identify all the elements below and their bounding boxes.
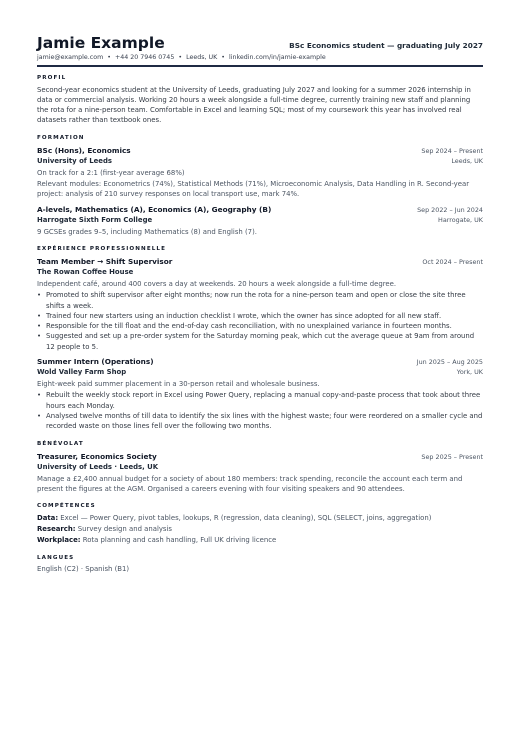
experience-bullet: • Analysed twelve months of till data to identify the six lines with the highest waste; four were reordered on a smaller cycle and recorded waste on those lines fell over the following two months.: [37, 411, 483, 432]
experience-role: Team Member → Shift Supervisor: [37, 256, 173, 266]
contact-separator: •: [178, 54, 183, 61]
contact-email[interactable]: jamie@example.com: [37, 54, 104, 61]
contact-separator: •: [107, 54, 111, 61]
section-title-languages: LANGUES: [37, 555, 75, 562]
volunteer-entry: [37, 451, 483, 495]
skill-line: [37, 513, 483, 524]
experience-role: Summer Intern (Operations): [37, 357, 154, 367]
section-title-skills: COMPÉTENCES: [37, 503, 96, 510]
education-location: Leeds, UK: [451, 156, 483, 165]
profile-summary: Second-year economics student at the University of Leeds, graduating July 2027 and looking for a summer 2026 internship in data or commercial analysis. Working 20 hours a week alongside a full-time degree, currently training new staff and planning the rota for a nine-person team. Comfortable in Excel and learning SQL; most of my coursework this year has involved real datasets rather than textbook ones.: [37, 85, 471, 125]
candidate-headline: BSc Economics student — graduating July 2027: [289, 41, 483, 50]
skill-value: Rota planning and cash handling, Full UK driving licence: [82, 536, 277, 545]
experience-summary: Eight-week paid summer placement in a 30-person retail and wholesale business.: [37, 380, 320, 389]
experience-date: Oct 2024 – Present: [422, 257, 483, 266]
skill-label: Workplace:: [37, 536, 81, 545]
education-detail: 9 GCSEs grades 9–5, including Mathematics (8) and English (7).: [37, 227, 257, 236]
education-degree: BSc (Hons), Economics: [37, 145, 131, 155]
volunteer-date: Sep 2025 – Present: [421, 452, 483, 461]
volunteer-summary: Manage a £2,400 annual budget for a society of about 180 members: track spending, reconcile the account each term and present the figures at the AGM. Organised a careers evening with four visiting speakers and 90 attendees.: [37, 474, 463, 493]
experience-bullet: • Trained four new starters using an induction checklist I wrote, which the owner has since adopted for all new staff.: [37, 311, 483, 321]
section-title-volunteer: BÉNÉVOLAT: [37, 440, 84, 447]
skill-label: Data:: [37, 514, 59, 523]
header-divider: [37, 65, 483, 67]
skill-line: [37, 524, 483, 535]
section-title-profile: PROFIL: [37, 74, 67, 81]
education-detail: Relevant modules: Econometrics (74%), Statistical Methods (71%), Microeconomic Analysis, Data Handling in R. Second-year project: analysis of 210 survey responses on local transport use, mark 74%.: [37, 180, 470, 199]
volunteer-organisation: University of Leeds · Leeds, UK: [37, 462, 159, 471]
candidate-name: Jamie Example: [37, 34, 165, 52]
skill-value: Survey design and analysis: [77, 525, 173, 534]
skill-line: [37, 535, 483, 546]
experience-bullet: • Promoted to shift supervisor after eight months; now run the rota for a nine-person team and open or close the site three shifts a week.: [37, 290, 483, 311]
experience-company: The Rowan Coffee House: [37, 267, 134, 276]
experience-location: York, UK: [456, 368, 483, 377]
skill-label: Research:: [37, 525, 76, 534]
experience-company: Wold Valley Farm Shop: [37, 368, 127, 377]
education-institution: University of Leeds: [37, 156, 112, 165]
section-title-education: FORMATION: [37, 134, 85, 141]
contact-separator: •: [221, 54, 225, 61]
contact-line: [37, 54, 483, 61]
education-degree: A-levels, Mathematics (A), Economics (A), Geography (B): [37, 204, 272, 214]
experience-bullet: • Rebuilt the weekly stock report in Excel using Power Query, replacing a manual copy-and-paste process that took about three hours each Monday.: [37, 390, 483, 411]
volunteer-role: Treasurer, Economics Society: [37, 451, 157, 461]
resume-header: [37, 34, 483, 52]
experience-date: Jun 2025 – Aug 2025: [416, 358, 483, 367]
education-institution: Harrogate Sixth Form College: [37, 215, 153, 224]
education-date: Sep 2022 – Jun 2024: [417, 205, 483, 214]
education-entry: [37, 145, 483, 200]
experience-entry: [37, 256, 483, 352]
contact-location: Leeds, UK: [186, 54, 218, 61]
experience-bullets: [37, 390, 483, 431]
skill-value: Excel — Power Query, pivot tables, lookups, R (regression, data cleaning), SQL (SELECT, joins, aggregation): [60, 514, 432, 523]
experience-bullet: • Responsible for the till float and the end-of-day cash reconciliation, with no unexplained variance in fourteen months.: [37, 321, 483, 331]
education-date: Sep 2024 – Present: [421, 146, 483, 155]
experience-entry: [37, 356, 483, 431]
education-detail: On track for a 2:1 (first-year average 68%): [37, 168, 185, 177]
experience-bullet: • Suggested and set up a pre-order system for the Saturday morning peak, which cut the average queue at 9am from around 12 people to 5.: [37, 331, 483, 352]
experience-summary: Independent café, around 400 covers a day at weekends. 20 hours a week alongside a full-time degree.: [37, 279, 397, 288]
education-location: Harrogate, UK: [438, 215, 483, 224]
languages-list: English (C2) · Spanish (B1): [37, 565, 130, 574]
education-entry: [37, 204, 483, 237]
contact-linkedin[interactable]: linkedin.com/in/jamie-example: [229, 54, 326, 61]
section-title-experience: EXPÉRIENCE PROFESSIONNELLE: [37, 245, 167, 252]
contact-phone: +44 20 7946 0745: [114, 54, 175, 61]
experience-bullets: [37, 290, 483, 352]
